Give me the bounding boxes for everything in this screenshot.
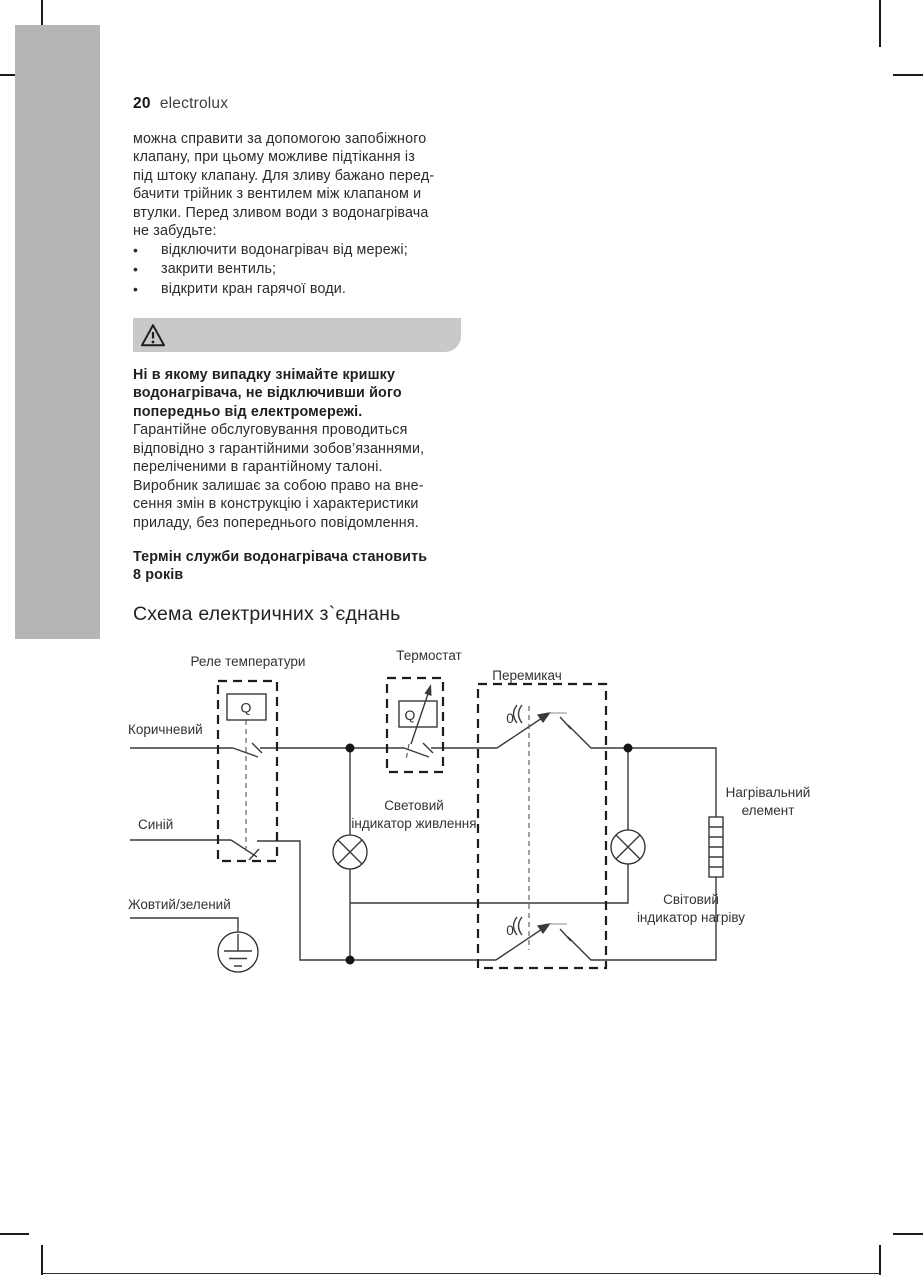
- wire-blue-label: Синій: [138, 817, 174, 832]
- selector-bottom-lever: [496, 925, 548, 960]
- bullet-text: відключити водонагрівач від мережі;: [161, 241, 408, 258]
- selector-top-lever-arrowhead: [537, 712, 551, 723]
- selector-bottom-arc2: [519, 917, 523, 935]
- warning-bold-line: Ні в якому випадку знімайте кришку: [133, 367, 396, 383]
- list-item: [133, 280, 478, 299]
- thermostat-coil-label: Q: [404, 707, 416, 723]
- relay-neutral-contact-tick: [249, 849, 259, 860]
- warning-text-block: [133, 366, 478, 532]
- junction-dot: [346, 744, 355, 753]
- crop-mark-bottom-right-vertical: [879, 1245, 881, 1275]
- heating-element-label-line2: елемент: [741, 803, 795, 818]
- text-line: втулки. Перед зливом води з водонагрівача: [133, 204, 429, 221]
- text-line: клапану, при цьому можливе підтікання із: [133, 149, 415, 166]
- power-indicator-label-line2: індикатор живлення: [351, 816, 477, 831]
- text-line: відповідно з гарантійними зобов’язаннями,: [133, 440, 425, 457]
- service-line: 8 років: [133, 567, 184, 584]
- heat-indicator-label-line2: індикатор нагріву: [636, 910, 746, 925]
- crop-mark-bottom-left-horizontal: [0, 1233, 29, 1235]
- text-line: сення змін в конструкцію і характеристики: [133, 496, 419, 513]
- list-item: [133, 260, 478, 279]
- bullet-text: закрити вентиль;: [161, 261, 277, 278]
- text-line: Гарантійне обслуговування проводиться: [133, 422, 408, 439]
- relay-coil-label: Q: [240, 699, 252, 716]
- text-line: не забудьте:: [133, 223, 217, 240]
- bullet-list: [133, 241, 478, 299]
- text-line: Виробник залишає за собою право на вне-: [133, 477, 424, 494]
- section-title: Схема електричних з`єднань: [133, 603, 401, 625]
- page-bottom-edge: [42, 1273, 881, 1274]
- wire-earth: [130, 918, 238, 932]
- page-header: [133, 95, 228, 113]
- warning-triangle-icon: [139, 322, 167, 349]
- neutral-rail: [257, 841, 496, 960]
- bullet-icon: [133, 280, 161, 299]
- text-line: бачити трійник з вентилем між клапаном и: [133, 186, 422, 203]
- wire-brown-label: Коричневий: [128, 722, 203, 737]
- warning-bold-line: попередньо від електромережі.: [133, 403, 363, 420]
- crop-mark-bottom-right-horizontal: [893, 1233, 923, 1235]
- crop-mark-top-right-horizontal: [893, 74, 923, 76]
- page-number: 20: [133, 95, 151, 112]
- selector-top-zero-label: 0: [506, 711, 514, 726]
- temperature-relay-label: Реле температури: [190, 654, 306, 669]
- heating-element-label-line1: Нагрівальний: [725, 785, 811, 800]
- service-life-note: [133, 548, 478, 585]
- selector-top-arc2: [519, 705, 523, 723]
- power-indicator-label-line1: Световий: [384, 798, 444, 813]
- wiring-diagram: [0, 640, 923, 1010]
- selector-bottom-lever-arrowhead: [537, 923, 551, 934]
- selector-top-out: [568, 725, 628, 748]
- junction-dot: [624, 744, 633, 753]
- selector-top-arc1: [514, 705, 518, 723]
- thermostat-label: Термостат: [396, 648, 462, 663]
- warning-banner: [133, 318, 461, 352]
- crop-mark-top-right-vertical: [879, 0, 881, 47]
- brand-logo-text: electrolux: [159, 95, 229, 112]
- junction-dot: [346, 956, 355, 965]
- thermostat-mech-link: [406, 744, 409, 760]
- wire-live-to-element: [628, 748, 716, 817]
- text-line: можна справити за допомогою запобіжного: [133, 131, 427, 147]
- thermostat-switch-lever: [404, 748, 429, 757]
- bullet-text: відкрити кран гарячої води.: [161, 280, 346, 297]
- lamp2-return: [350, 864, 628, 903]
- selector-switch-label: Перемикач: [492, 668, 562, 683]
- thermostat-arrowhead: [425, 684, 432, 696]
- text-line: переліченими в гарантійному талоні.: [133, 459, 383, 476]
- service-line: Термін служби водонагрівача становить: [133, 549, 428, 565]
- crop-mark-bottom-left-vertical: [41, 1245, 43, 1275]
- wire-yellow-green-label: Жовтий/зелений: [128, 897, 231, 912]
- warning-bold-line: водонагрівача, не відключивши його: [133, 385, 402, 402]
- selector-bottom-arc1: [514, 917, 518, 935]
- bullet-icon: [133, 241, 161, 260]
- selector-bottom-zero-label: 0: [506, 923, 514, 938]
- bullet-icon: [133, 260, 161, 279]
- heat-indicator-label-line1: Світовий: [663, 892, 719, 907]
- text-line: під штоку клапану. Для зливу бажано перед-: [133, 167, 435, 184]
- list-item: [133, 241, 478, 260]
- text-line: приладу, без попереднього повідомлення.: [133, 514, 419, 531]
- chapter-side-tab: [15, 25, 100, 639]
- intro-paragraph: [133, 130, 478, 299]
